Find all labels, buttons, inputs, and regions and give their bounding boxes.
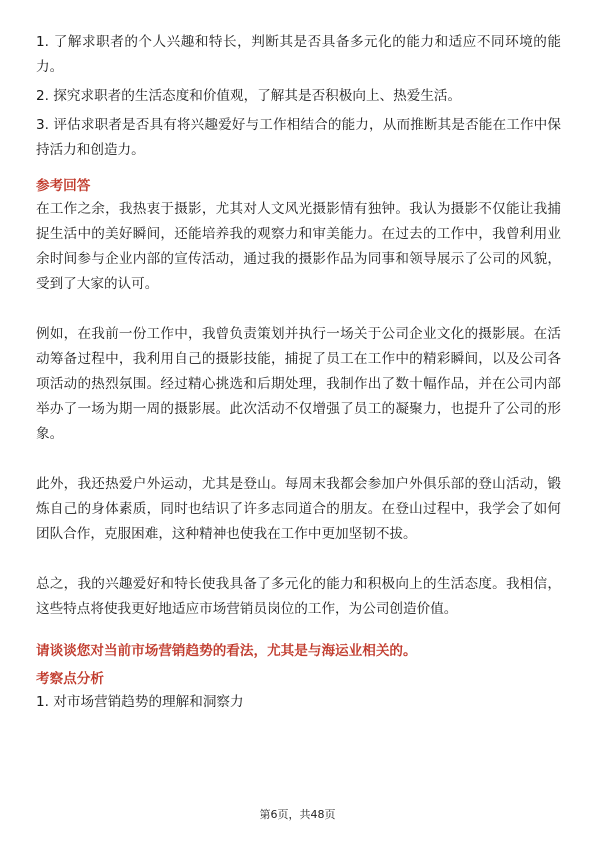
document-page (36, 30, 561, 715)
list-item: 1. 了解求职者的个人兴趣和特长，判断其是否具备多元化的能力和适应不同环境的能力。 (36, 34, 561, 75)
answer-paragraph: 总之，我的兴趣爱好和特长使我具备了多元化的能力和积极向上的生活态度。我相信，这些特点将使我更好地适应市场营销员岗位的工作，为公司创造价值。 (36, 576, 561, 617)
reference-answer-heading: 参考回答 (36, 178, 91, 194)
interview-question: 请谈谈您对当前市场营销趋势的看法，尤其是与海运业相关的。 (36, 643, 417, 659)
answer-paragraph: 例如，在我前一份工作中，我曾负责策划并执行一场关于公司企业文化的摄影展。在活动筹备过程中，我利用自己的摄影技能，捕捉了员工在工作中的精彩瞬间，以及公司各项活动的热烈氛围。经过精心挑选和后期处理，我制作出了数十幅作品，并在公司内部举办了一场为期一周的摄影展。此次活动不仅增强了员工的凝聚力，也提升了公司的形象。 (36, 326, 561, 442)
answer-paragraph: 此外，我还热爱户外运动，尤其是登山。每周末我都会参加户外俱乐部的登山活动，锻炼自己的身体素质，同时也结识了许多志同道合的朋友。在登山过程中，我学会了如何团队合作，克服困难，这种精神也使我在工作中更加坚韧不拔。 (36, 476, 561, 542)
answer-paragraph: 在工作之余，我热衷于摄影，尤其对人文风光摄影情有独钟。我认为摄影不仅能让我捕捉生活中的美好瞬间，还能培养我的观察力和审美能力。在过去的工作中，我曾利用业余时间参与企业内部的宣传活动，通过我的摄影作品为同事和领导展示了公司的风貌，受到了大家的认可。 (36, 201, 561, 292)
analysis-heading: 考察点分析 (36, 671, 104, 687)
analysis-point: 1. 对市场营销趋势的理解和洞察力 (36, 694, 244, 710)
list-item: 3. 评估求职者是否具有将兴趣爱好与工作相结合的能力，从而推断其是否能在工作中保持活力和创造力。 (36, 117, 561, 158)
list-item: 2. 探究求职者的生活态度和价值观，了解其是否积极向上、热爱生活。 (36, 88, 462, 104)
page-footer: 第6页，共48页 (259, 808, 336, 821)
